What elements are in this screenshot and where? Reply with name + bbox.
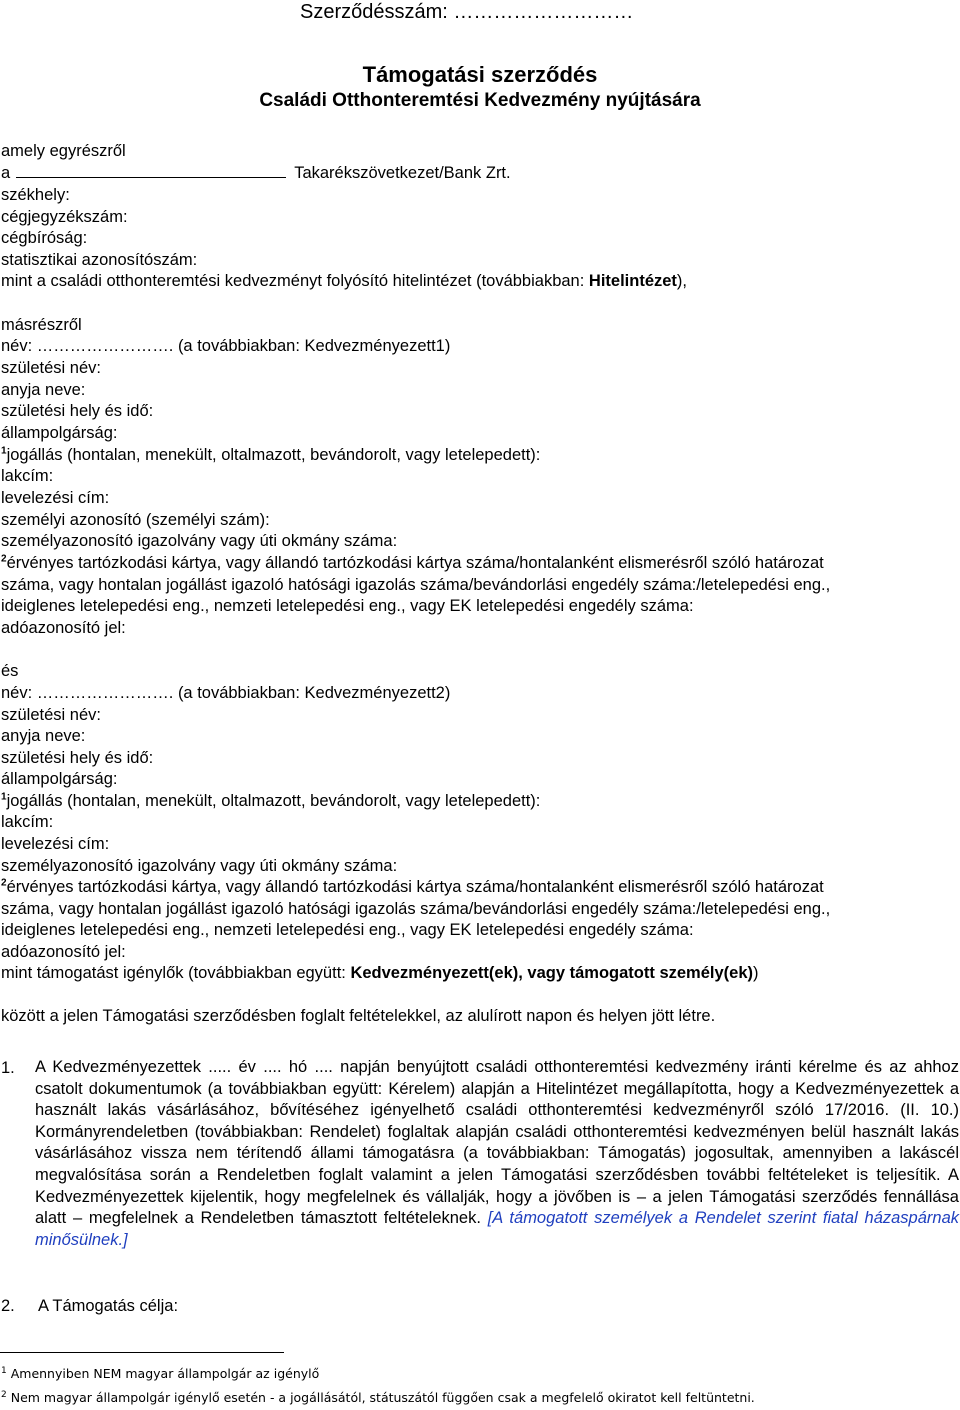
b1-mail-address: levelezési cím: bbox=[1, 489, 110, 507]
section-1-text: A Kedvezményezettek ..... év .... hó .... napján benyújtott családi otthonteremtési kedvezmény iránti kérelme és az ahhoz csatolt dokumentumok (a továbbiakban együtt: Kérelem) alapján a Hitelintézet megállapította, hogy a Kedvezményezettek a használt lakás vásárlásához, bővítéséhez igényelhető családi otthonteremtési kedvezményről szóló 17/2016. (II. 10.) Kormányrendeletben (továbbiakban: Rendelet) foglaltak alapján családi otthonteremtési kedvezményen belül használt lakás vásárlásához vissza nem térítendő állami támogatásra (a továbbiakban: Támogatás) jogosultak, amennyiben a lakáscél megvalósítása során a Rendeletben foglalt valamint a jelen Támogatási szerződésben további feltételeket is teljesítik. A Kedvezményezettek kijelentik, hogy megfelelnek és vállalják, hogy a jövőben is – a jelen Támogatási szerződés fennállása alatt – megfelelnek a Rendeletben támasztott feltételeknek. bbox=[35, 1058, 959, 1228]
b2-name: név: ……………………. (a továbbiakban: Kedvezményezett2) bbox=[1, 684, 451, 702]
lender-bank-suffix: Takarékszövetkezet/Bank Zrt. bbox=[294, 164, 511, 182]
b2-intro: és bbox=[1, 662, 19, 680]
section-1-body bbox=[35, 1057, 959, 1251]
b1-name: név: ……………………. (a továbbiakban: Kedvezményezett1) bbox=[1, 337, 451, 355]
lender-a: a bbox=[1, 164, 11, 182]
b1-status-text: jogállás (hontalan, menekült, oltalmazott, bevándorolt, vagy letelepedett): bbox=[6, 446, 541, 464]
lender-definition-pre: mint a családi otthonteremtési kedvezményt folyósító hitelintézet (továbbiakban: bbox=[1, 272, 589, 290]
contract-number: Szerződésszám: ……………………… bbox=[300, 1, 634, 23]
footnote-2-text: Nem magyar állampolgár igénylő esetén - a jogállásától, státuszától függően csak a megfelelő okiratot kell feltüntetni. bbox=[10, 1390, 755, 1405]
b2-residence-1 bbox=[1, 877, 824, 897]
b1-address: lakcím: bbox=[1, 467, 54, 485]
lender-intro: amely egyrészről bbox=[1, 142, 126, 160]
footnote-separator bbox=[0, 1352, 284, 1353]
lender-court: cégbíróság: bbox=[1, 229, 88, 247]
b2-residence-3: ideiglenes letelepedési eng., nemzeti letelepedési eng., vagy EK letelepedési engedély száma: bbox=[1, 921, 694, 939]
b1-mother: anyja neve: bbox=[1, 381, 86, 399]
b1-birth-place: születési hely és idő: bbox=[1, 402, 154, 420]
footnote-ref-1[interactable]: 1 bbox=[1, 445, 7, 457]
lender-definition-term: Hitelintézet bbox=[588, 272, 677, 290]
b2-status-text: jogállás (hontalan, menekült, oltalmazott, bevándorolt, vagy letelepedett): bbox=[6, 792, 541, 810]
b1-residence-1 bbox=[1, 553, 824, 573]
b2-address: lakcím: bbox=[1, 813, 54, 831]
applicants-definition bbox=[1, 963, 759, 983]
section-1-number: 1. bbox=[1, 1059, 15, 1077]
b2-residence-2: száma, vagy hontalan jogállást igazoló hatósági igazolás száma/bevándorlási engedély száma:/letelepedési eng., bbox=[1, 900, 831, 918]
b1-personal-id: személyi azonosító (személyi szám): bbox=[1, 511, 270, 529]
lender-reg-no: cégjegyzékszám: bbox=[1, 208, 128, 226]
b1-id-card: személyazonosító igazolvány vagy úti okmány száma: bbox=[1, 532, 398, 550]
lender-stat-id: statisztikai azonosítószám: bbox=[1, 251, 198, 269]
b2-birth-place: születési hely és idő: bbox=[1, 749, 154, 767]
b1-status bbox=[1, 445, 540, 465]
b1-citizenship: állampolgárság: bbox=[1, 424, 118, 442]
applicants-post: ) bbox=[753, 964, 759, 982]
lender-name-line bbox=[1, 163, 511, 183]
document-subtitle: Családi Otthonteremtési Kedvezmény nyújtására bbox=[259, 90, 701, 111]
lender-definition-post: ), bbox=[676, 272, 688, 290]
applicants-term: Kedvezményezett(ek), vagy támogatott személy(ek) bbox=[350, 964, 754, 982]
footnote-2 bbox=[1, 1390, 755, 1405]
b2-birth-name: születési név: bbox=[1, 706, 101, 724]
b1-residence-text-1: érvényes tartózkodási kártya, vagy állandó tartózkodási kártya száma/hontalanként elismerésről szóló határozat bbox=[6, 554, 824, 572]
b1-intro: másrészről bbox=[1, 316, 82, 334]
footnote-2-number: 2 bbox=[1, 1389, 7, 1400]
b1-residence-3: ideiglenes letelepedési eng., nemzeti letelepedési eng., vagy EK letelepedési engedély száma: bbox=[1, 597, 694, 615]
lender-seat: székhely: bbox=[1, 186, 70, 204]
b2-status bbox=[1, 791, 540, 811]
footnote-1-text: Amennyiben NEM magyar állampolgár az igénylő bbox=[10, 1366, 320, 1381]
lender-definition bbox=[1, 271, 687, 291]
b2-residence-text-1: érvényes tartózkodási kártya, vagy állandó tartózkodási kártya száma/hontalanként elismerésről szóló határozat bbox=[6, 878, 824, 896]
b2-mail-address: levelezési cím: bbox=[1, 835, 110, 853]
document-title: Támogatási szerződés bbox=[362, 62, 598, 87]
section-1-note: [A támogatott személyek a Rendelet szerint fiatal házaspárnak minősülnek.] bbox=[35, 1209, 959, 1249]
b2-mother: anyja neve: bbox=[1, 727, 86, 745]
b1-tax-id: adóazonosító jel: bbox=[1, 619, 126, 637]
footnote-ref-2[interactable]: 2 bbox=[1, 877, 7, 889]
lender-name-blank bbox=[16, 163, 286, 178]
footnote-ref-2[interactable]: 2 bbox=[1, 553, 7, 565]
b2-tax-id: adóazonosító jel: bbox=[1, 943, 126, 961]
applicants-pre: mint támogatást igénylők (továbbiakban együtt: bbox=[1, 964, 351, 982]
b1-residence-2: száma, vagy hontalan jogállást igazoló hatósági igazolás száma/bevándorlási engedély száma:/letelepedési eng., bbox=[1, 576, 831, 594]
section-2-number: 2. bbox=[1, 1297, 15, 1315]
b1-birth-name: születési név: bbox=[1, 359, 101, 377]
b2-citizenship: állampolgárság: bbox=[1, 770, 118, 788]
footnote-1 bbox=[1, 1366, 319, 1381]
between-clause: között a jelen Támogatási szerződésben foglalt feltételekkel, az alulírott napon és helyen jött létre. bbox=[1, 1007, 716, 1025]
b2-id-card: személyazonosító igazolvány vagy úti okmány száma: bbox=[1, 857, 398, 875]
footnote-1-number: 1 bbox=[1, 1365, 7, 1376]
footnote-ref-1[interactable]: 1 bbox=[1, 791, 7, 803]
section-2-title: A Támogatás célja: bbox=[38, 1297, 179, 1315]
